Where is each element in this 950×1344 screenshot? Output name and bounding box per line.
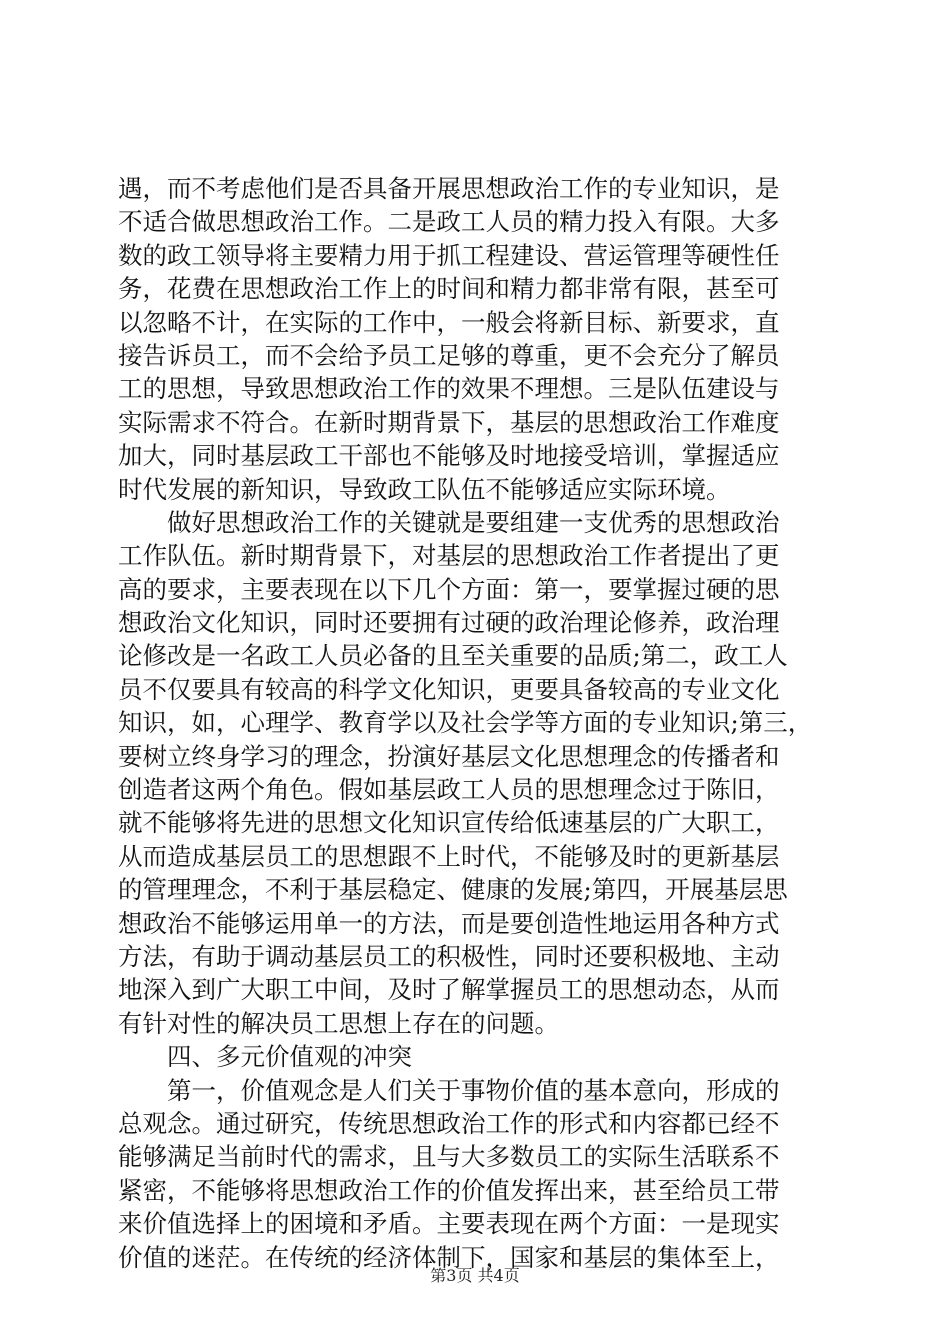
text-line: 实际需求不符合。在新时期背景下，基层的思想政治工作难度 — [118, 407, 780, 437]
text-line: 接告诉员工，而不会给予员工足够的尊重，更不会充分了解员 — [118, 340, 780, 370]
text-line: 就不能够将先进的思想文化知识宣传给低速基层的广大职工， — [118, 808, 780, 838]
text-line: 高的要求，主要表现在以下几个方面：第一，要掌握过硬的思 — [118, 574, 780, 604]
text-line: 要树立终身学习的理念，扮演好基层文化思想理念的传播者和 — [118, 741, 780, 771]
text-line: 价值的迷茫。在传统的经济体制下，国家和基层的集体至上， — [118, 1242, 780, 1272]
text-line: 工作队伍。新时期背景下，对基层的思想政治工作者提出了更 — [118, 541, 780, 571]
text-line: 论修改是一名政工人员必备的且至关重要的品质;第二，政工人 — [118, 641, 788, 671]
text-line: 想政治文化知识，同时还要拥有过硬的政治理论修养，政治理 — [118, 608, 780, 638]
text-line: 做好思想政治工作的关键就是要组建一支优秀的思想政治 — [118, 507, 780, 537]
text-line: 务，花费在思想政治工作上的时间和精力都非常有限，甚至可 — [118, 274, 780, 304]
text-line: 遇，而不考虑他们是否具备开展思想政治工作的专业知识，是 — [118, 174, 780, 203]
text-line: 有针对性的解决员工思想上存在的问题。 — [118, 1008, 559, 1038]
text-line: 员不仅要具有较高的科学文化知识，更要具备较高的专业文化 — [118, 674, 780, 704]
text-line: 紧密，不能够将思想政治工作的价值发挥出来，甚至给员工带 — [118, 1175, 780, 1205]
text-line: 来价值选择上的困境和矛盾。主要表现在两个方面：一是现实 — [118, 1209, 780, 1239]
body-text — [118, 172, 834, 1274]
text-line: 从而造成基层员工的思想跟不上时代，不能够及时的更新基层 — [118, 841, 780, 871]
text-line: 知识，如，心理学、教育学以及社会学等方面的专业知识;第三， — [118, 708, 813, 738]
text-line: 的管理理念，不利于基层稳定、健康的发展;第四，开展基层思 — [118, 875, 788, 905]
text-line: 时代发展的新知识，导致政工队伍不能够适应实际环境。 — [118, 474, 731, 504]
text-line: 数的政工领导将主要精力用于抓工程建设、营运管理等硬性任 — [118, 240, 780, 270]
text-line: 创造者这两个角色。假如基层政工人员的思想理念过于陈旧， — [118, 775, 780, 805]
text-line: 工的思想，导致思想政治工作的效果不理想。三是队伍建设与 — [118, 374, 780, 404]
text-line: 以忽略不计，在实际的工作中，一般会将新目标、新要求，直 — [118, 307, 780, 337]
text-line: 第一，价值观念是人们关于事物价值的基本意向，形成的 — [118, 1075, 780, 1105]
page-footer: 第3页 共4页 — [430, 1266, 520, 1285]
text-line: 地深入到广大职工中间，及时了解掌握员工的思想动态，从而 — [118, 975, 780, 1005]
text-line: 总观念。通过研究，传统思想政治工作的形式和内容都已经不 — [118, 1108, 780, 1138]
text-line: 加大，同时基层政工干部也不能够及时地接受培训，掌握适应 — [118, 441, 780, 471]
text-line: 不适合做思想政治工作。二是政工人员的精力投入有限。大多 — [118, 207, 780, 237]
section-heading: 四、多元价值观的冲突 — [118, 1042, 412, 1072]
text-line: 方法，有助于调动基层员工的积极性，同时还要积极地、主动 — [118, 941, 780, 971]
text-line: 想政治不能够运用单一的方法，而是要创造性地运用各种方式 — [118, 908, 780, 938]
text-line: 能够满足当前时代的需求，且与大多数员工的实际生活联系不 — [118, 1142, 780, 1172]
